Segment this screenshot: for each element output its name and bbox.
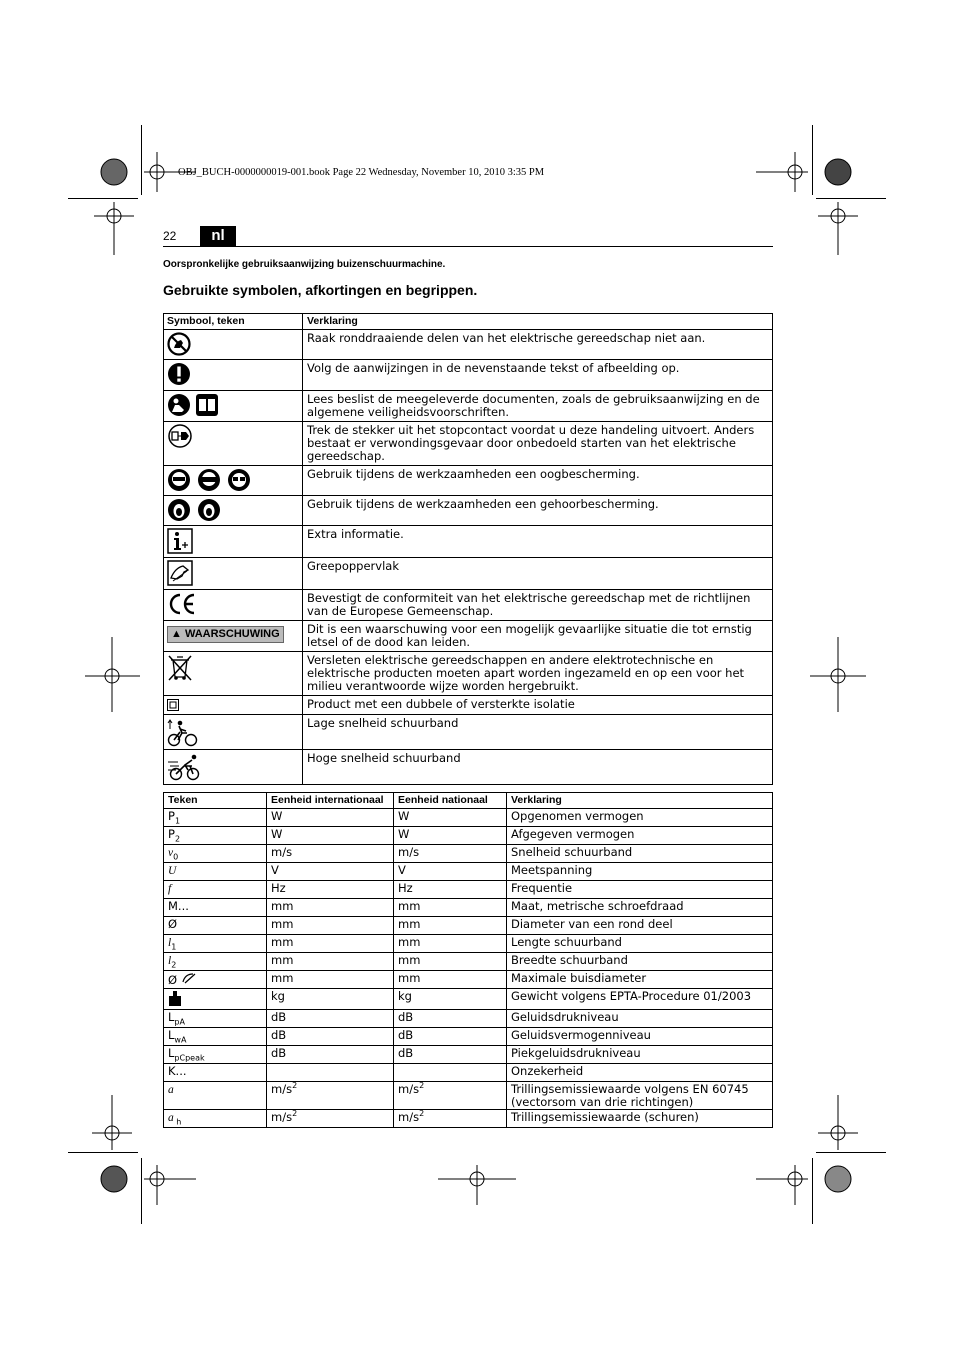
- unit-explanation: Opgenomen vermogen: [507, 809, 773, 827]
- unit-international-text: mm: [271, 971, 294, 985]
- table-row: [164, 696, 773, 715]
- symbol-explanation: Hoge snelheid schuurband: [303, 750, 773, 785]
- unit-national: [394, 881, 507, 899]
- unit-sign: [164, 863, 267, 881]
- table-row: [164, 989, 773, 1010]
- unit-sign-subscript: pA: [174, 1017, 185, 1027]
- unit-national-superscript: 2: [419, 1081, 425, 1091]
- warning-label-text: WAARSCHUWING: [184, 628, 280, 640]
- unit-international-text: mm: [271, 917, 294, 931]
- unit-national-text: m/s: [398, 845, 420, 859]
- symbol-explanation: Gebruik tijdens de werkzaamheden een gehoorbescherming.: [303, 496, 773, 526]
- unit-international: [267, 1064, 394, 1082]
- unit-explanation: Geluidsvermogenniveau: [507, 1028, 773, 1046]
- ce-mark-icon: [167, 592, 197, 616]
- table-row: [164, 422, 773, 466]
- unit-national: [394, 917, 507, 935]
- unit-international: [267, 827, 394, 845]
- unit-national-text: mm: [398, 917, 421, 931]
- symbol-explanation: Versleten elektrische gereedschappen en andere elektrotechnische en elektrische producten moeten apart worden ingezameld en op een voor het milieu verantwoorde wijze worden hergebruikt.: [303, 652, 773, 696]
- unit-sign-text: v: [168, 847, 174, 859]
- unit-international-text: m/s: [271, 1110, 293, 1124]
- unit-sign: [164, 881, 267, 899]
- double-insulation-icon: [167, 699, 179, 711]
- unit-sign-text: P: [168, 809, 175, 823]
- unit-national: [394, 1010, 507, 1028]
- slow-cyclist-icon: [167, 717, 199, 747]
- unit-sign-text: K...: [168, 1064, 187, 1078]
- unit-sign: [164, 1046, 267, 1064]
- unit-national-text: dB: [398, 1010, 414, 1024]
- unit-national-text: kg: [398, 989, 412, 1003]
- symbol-explanation: Lees beslist de meegeleverde documenten, zoals de gebruiksaanwijzing en de algemene veiligheidsvoorschriften.: [303, 391, 773, 422]
- fast-cyclist-icon: [167, 752, 203, 782]
- table-row: [164, 466, 773, 496]
- unit-sign: [164, 899, 267, 917]
- unit-sign: [164, 1064, 267, 1082]
- unit-explanation: Piekgeluidsdrukniveau: [507, 1046, 773, 1064]
- column-header-explanation: Verklaring: [507, 793, 773, 809]
- unit-explanation: Trillingsemissiewaarde volgens EN 60745 (vectorsom van drie richtingen): [507, 1082, 773, 1110]
- column-header-sign: Teken: [164, 793, 267, 809]
- unit-national: [394, 935, 507, 953]
- unit-national: [394, 1064, 507, 1082]
- unit-international: [267, 863, 394, 881]
- unit-sign: [164, 827, 267, 845]
- table-row: [164, 845, 773, 863]
- unit-international: [267, 989, 394, 1010]
- table-row: [164, 1082, 773, 1110]
- units-table-body: [164, 809, 773, 1128]
- book-info-line: OBJ_BUCH-0000000019-001.book Page 22 Wednesday, November 10, 2010 3:35 PM: [178, 167, 545, 178]
- unit-explanation: Trillingsemissiewaarde (schuren): [507, 1110, 773, 1128]
- unit-international: [267, 809, 394, 827]
- table-row: [164, 881, 773, 899]
- table-row: [164, 558, 773, 590]
- unit-international: [267, 917, 394, 935]
- table-row: [164, 917, 773, 935]
- unit-sign: [164, 809, 267, 827]
- unit-national: [394, 989, 507, 1010]
- unit-national-text: V: [398, 863, 406, 877]
- unit-sign: [164, 845, 267, 863]
- info-icon: [167, 528, 193, 554]
- unit-national-text: W: [398, 809, 410, 823]
- unit-explanation: Diameter van een rond deel: [507, 917, 773, 935]
- exclamation-icon: [167, 362, 191, 386]
- unit-explanation: Gewicht volgens EPTA-Procedure 01/2003: [507, 989, 773, 1010]
- table-row: [164, 1010, 773, 1028]
- weee-bin-icon: [167, 654, 193, 682]
- page-number: 22: [163, 229, 177, 243]
- unit-national: [394, 953, 507, 971]
- table-row: [164, 391, 773, 422]
- symbols-table: [163, 313, 773, 785]
- symbol-explanation: Dit is een waarschuwing voor een mogelijk gevaarlijke situatie die tot ernstig letsel of de dood kan leiden.: [303, 621, 773, 652]
- unit-sign-subscript: pCpeak: [174, 1053, 205, 1063]
- unit-international: [267, 935, 394, 953]
- unplug-icon: [167, 424, 193, 448]
- unit-national: [394, 809, 507, 827]
- unit-international: [267, 1028, 394, 1046]
- symbol-explanation: Product met een dubbele of versterkte isolatie: [303, 696, 773, 715]
- symbol-explanation: Lage snelheid schuurband: [303, 715, 773, 750]
- unit-explanation: Maat, metrische schroefdraad: [507, 899, 773, 917]
- unit-national: [394, 899, 507, 917]
- unit-explanation: Afgegeven vermogen: [507, 827, 773, 845]
- unit-international-text: mm: [271, 935, 294, 949]
- unit-sign: [164, 917, 267, 935]
- no-touch-rotating-parts-icon: [167, 332, 191, 356]
- unit-sign-subscript: 1: [171, 942, 177, 952]
- section-title: Gebruikte symbolen, afkortingen en begrippen.: [163, 282, 478, 298]
- grip-surface-icon: [167, 560, 193, 586]
- table-row: [164, 652, 773, 696]
- unit-international-text: W: [271, 809, 283, 823]
- table-row: [164, 1064, 773, 1082]
- unit-sign-subscript: 2: [174, 834, 181, 844]
- table-row: [164, 971, 773, 989]
- unit-international-text: dB: [271, 1010, 287, 1024]
- column-header-unit-national: Eenheid nationaal: [394, 793, 507, 809]
- unit-international-text: mm: [271, 953, 294, 967]
- unit-sign-text: l: [168, 937, 172, 949]
- table-row: [164, 1110, 773, 1128]
- symbol-explanation: Raak ronddraaiende delen van het elektrische gereedschap niet aan.: [303, 330, 773, 360]
- table-row: [164, 935, 773, 953]
- ear-protection-icon: [167, 498, 221, 522]
- unit-sign: [164, 1082, 267, 1110]
- unit-international-superscript: 2: [292, 1081, 298, 1091]
- unit-sign-subscript: 2: [171, 960, 177, 970]
- unit-international-text: kg: [271, 989, 285, 1003]
- unit-sign-subscript: h: [173, 1117, 182, 1127]
- pipe-diameter-icon: [181, 973, 197, 987]
- unit-international: [267, 1046, 394, 1064]
- unit-national: [394, 1082, 507, 1110]
- unit-national: [394, 1110, 507, 1128]
- unit-sign-subscript: 0: [173, 852, 179, 862]
- unit-national-text: Hz: [398, 881, 413, 895]
- unit-sign-text: M...: [168, 899, 189, 913]
- weight-icon: [168, 995, 182, 1009]
- unit-national: [394, 971, 507, 989]
- table-row: [164, 330, 773, 360]
- warning-triangle-icon: ▲: [171, 628, 182, 640]
- unit-sign: [164, 1110, 267, 1128]
- unit-international-text: dB: [271, 1028, 287, 1042]
- header-rule: [163, 246, 773, 247]
- unit-international: [267, 845, 394, 863]
- unit-national-text: dB: [398, 1046, 414, 1060]
- unit-sign: [164, 935, 267, 953]
- unit-international: [267, 1010, 394, 1028]
- unit-explanation: Geluidsdrukniveau: [507, 1010, 773, 1028]
- unit-sign-text: Ø: [168, 973, 178, 987]
- unit-sign-text: a: [168, 1112, 174, 1124]
- unit-sign-text: f: [168, 883, 172, 895]
- unit-national: [394, 863, 507, 881]
- table-row: [164, 621, 773, 652]
- unit-explanation: Meetspanning: [507, 863, 773, 881]
- column-header-unit-international: Eenheid internationaal: [267, 793, 394, 809]
- unit-national: [394, 827, 507, 845]
- unit-international-text: V: [271, 863, 279, 877]
- unit-sign-text: a: [168, 1084, 174, 1096]
- unit-international-text: W: [271, 827, 283, 841]
- unit-international: [267, 971, 394, 989]
- language-badge: nl: [200, 226, 236, 246]
- unit-national-text: m/s: [398, 1110, 420, 1124]
- unit-sign-text: U: [168, 865, 177, 877]
- unit-explanation: Maximale buisdiameter: [507, 971, 773, 989]
- unit-sign: [164, 1028, 267, 1046]
- unit-sign-text: L: [168, 1028, 175, 1042]
- symbol-explanation: Volg de aanwijzingen in de nevenstaande tekst of afbeelding op.: [303, 360, 773, 391]
- unit-international-superscript: 2: [292, 1109, 298, 1119]
- unit-sign-text: Ø: [168, 917, 178, 931]
- unit-international-text: mm: [271, 899, 294, 913]
- unit-sign: [164, 953, 267, 971]
- symbol-explanation: Extra informatie.: [303, 526, 773, 558]
- unit-national: [394, 1028, 507, 1046]
- unit-international: [267, 1110, 394, 1128]
- table-row: [164, 1028, 773, 1046]
- unit-national-text: mm: [398, 953, 421, 967]
- unit-explanation: Snelheid schuurband: [507, 845, 773, 863]
- unit-sign: [164, 989, 267, 1010]
- unit-sign-text: L: [168, 1010, 175, 1024]
- unit-sign-text: P: [168, 827, 175, 841]
- unit-national-text: mm: [398, 935, 421, 949]
- unit-international-text: Hz: [271, 881, 286, 895]
- table-row: [164, 750, 773, 785]
- table-row: [164, 360, 773, 391]
- unit-national-text: mm: [398, 899, 421, 913]
- unit-international: [267, 1082, 394, 1110]
- eye-protection-icon: [167, 468, 251, 492]
- unit-national-text: m/s: [398, 1082, 420, 1096]
- table-row: [164, 1046, 773, 1064]
- unit-sign-subscript: wA: [174, 1035, 187, 1045]
- unit-national-text: dB: [398, 1028, 414, 1042]
- unit-explanation: Breedte schuurband: [507, 953, 773, 971]
- unit-international-text: dB: [271, 1046, 287, 1060]
- unit-international-text: m/s: [271, 845, 293, 859]
- unit-sign-subscript: 1: [174, 816, 181, 826]
- unit-national-text: W: [398, 827, 410, 841]
- symbol-explanation: Bevestigt de conformiteit van het elektrische gereedschap met de richtlijnen van de Europese Gemeenschap.: [303, 590, 773, 621]
- warning-label: [167, 626, 284, 643]
- unit-explanation: Onzekerheid: [507, 1064, 773, 1082]
- symbol-explanation: Gebruik tijdens de werkzaamheden een oogbescherming.: [303, 466, 773, 496]
- column-header-symbol: Symbool, teken: [164, 314, 303, 330]
- units-table: [163, 792, 773, 1128]
- unit-international: [267, 899, 394, 917]
- unit-sign: [164, 971, 267, 989]
- unit-national: [394, 1046, 507, 1064]
- unit-explanation: Frequentie: [507, 881, 773, 899]
- unit-national-text: mm: [398, 971, 421, 985]
- column-header-explanation: Verklaring: [303, 314, 773, 330]
- unit-national-superscript: 2: [419, 1109, 425, 1119]
- table-row: [164, 899, 773, 917]
- unit-sign: [164, 1010, 267, 1028]
- symbol-explanation: Greepoppervlak: [303, 558, 773, 590]
- symbol-explanation: Trek de stekker uit het stopcontact voordat u deze handeling uitvoert. Anders bestaat er verwondingsgevaar door onbedoeld starten van het elektrische gereedschap.: [303, 422, 773, 466]
- unit-sign-text: L: [168, 1046, 175, 1060]
- unit-international-text: m/s: [271, 1082, 293, 1096]
- table-row: [164, 496, 773, 526]
- read-manual-icon: [167, 393, 219, 417]
- unit-international: [267, 953, 394, 971]
- table-row: [164, 590, 773, 621]
- table-row: [164, 526, 773, 558]
- unit-international: [267, 881, 394, 899]
- unit-explanation: Lengte schuurband: [507, 935, 773, 953]
- document-subtitle: Oorspronkelijke gebruiksaanwijzing buizenschuurmachine.: [163, 259, 446, 270]
- table-row: [164, 863, 773, 881]
- table-row: [164, 809, 773, 827]
- table-row: [164, 715, 773, 750]
- table-row: [164, 953, 773, 971]
- unit-sign-text: l: [168, 955, 172, 967]
- unit-national: [394, 845, 507, 863]
- table-row: [164, 827, 773, 845]
